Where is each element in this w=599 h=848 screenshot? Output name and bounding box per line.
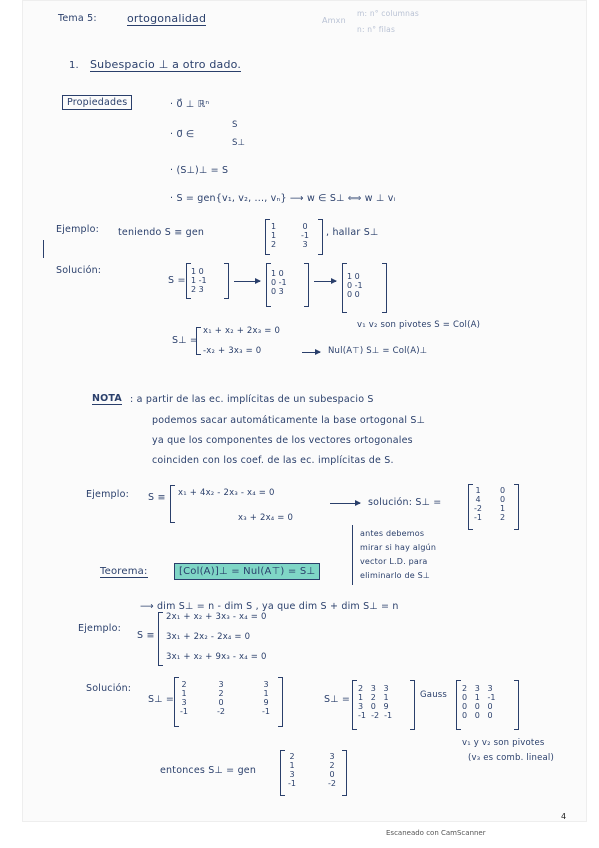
nota-line-4: coinciden con los coef. de las ec. implícitas de S. <box>152 455 394 466</box>
sol1-matrix-1: 1 0 1 -1 2 3 <box>191 267 207 294</box>
ejemplo2-label: Ejemplo: <box>86 489 130 500</box>
nota-line-1: : a partir de las ec. implícitas de un subespacio S <box>130 394 374 405</box>
page-number: 4 <box>561 812 567 821</box>
ejemplo2-vec2: 0 0 1 2 <box>500 486 506 522</box>
sol3-reduced-matrix: 2 3 3 0 1 -1 0 0 0 0 0 0 <box>462 684 496 720</box>
ejemplo2-vecs-bracket-r <box>514 484 519 530</box>
teorema-label: Teorema: <box>100 566 148 577</box>
entonces-vec2: 3 2 0 -2 <box>328 752 336 788</box>
sol3-vecs-bracket-r <box>278 677 283 727</box>
section-number: 1. <box>69 60 79 71</box>
teorema-dim: ⟶ dim S⊥ = n - dim S , ya que dim S + dim S⊥ = n <box>140 601 399 612</box>
ejemplo3-eq3: 3x₁ + x₂ + 9x₃ - x₄ = 0 <box>166 652 267 662</box>
ejemplo1-vec1: 1 1 2 <box>271 222 277 249</box>
sol3-red-bracket-r <box>514 680 519 730</box>
sol1-matrix-3: 1 0 0 -1 0 0 <box>347 272 363 299</box>
prop-item-4: · S = gen{v₁, v₂, ..., vₙ} ⟶ w ∈ S⊥ ⟺ w ⊥ vᵢ <box>170 193 396 204</box>
ejemplo1-vec1-bracket <box>265 219 270 255</box>
entonces-bracket-r <box>342 750 347 796</box>
ejemplo1-vec2-bracket <box>318 219 323 255</box>
ejemplo1-vec2: 0 -1 3 <box>301 222 309 249</box>
ejemplo1-label: Ejemplo: <box>56 224 100 235</box>
sol3-gauss: Gauss <box>420 690 448 700</box>
prop-brace-top: S <box>232 120 238 130</box>
sol3-pivots: v₁ y v₂ son pivotes <box>462 738 545 748</box>
sol3-matrix: 2 3 3 1 2 1 3 0 9 -1 -2 -1 <box>358 684 393 720</box>
ejemplo2-solucion: solución: S⊥ = <box>368 497 442 508</box>
ejemplo3-eq2: 3x₁ + 2x₂ - 2x₄ = 0 <box>166 632 251 642</box>
tema-label: Tema 5: <box>58 13 97 24</box>
page-title: ortogonalidad <box>127 12 207 25</box>
sol1-m3-bracket-r <box>382 263 387 313</box>
scanner-footer: Escaneado con CamScanner <box>386 829 486 837</box>
sol1-eq2: -x₂ + 3x₃ = 0 <box>203 346 262 356</box>
sol1-pivots-note: v₁ v₂ son pivotes S = Col(A) <box>357 320 481 330</box>
sol1-system-brace <box>196 327 201 355</box>
sol1-arrow-2 <box>314 281 336 282</box>
prop-item-1: · 0⃗ ⊥ ℝⁿ <box>170 99 210 110</box>
nota-line-3: ya que los componentes de los vectores ortogonales <box>152 435 413 446</box>
ejemplo3-s-eq: S ≡ <box>137 630 155 641</box>
sol3-mat-bracket-r <box>410 680 415 730</box>
ejemplo3-label: Ejemplo: <box>78 623 122 634</box>
ejemplo2-system-brace <box>170 485 175 523</box>
sol1-eq1: x₁ + x₂ + 2x₃ = 0 <box>203 326 281 336</box>
sol3-vec3: 3 1 9 -1 <box>262 680 270 716</box>
ejemplo2-s-eq: S ≡ <box>148 492 166 503</box>
sol3-vec1: 2 1 3 -1 <box>180 680 188 716</box>
sol1-arrow-1 <box>234 281 260 282</box>
ejemplo2-arrow <box>330 503 360 504</box>
entonces-text: entonces S⊥ = gen <box>160 765 257 776</box>
sol1-arrow-3 <box>302 352 320 353</box>
sol1-matrix-2: 1 0 0 -1 0 3 <box>271 269 287 296</box>
entonces-vec1: 2 1 3 -1 <box>288 752 296 788</box>
ejemplo3-system-brace <box>158 612 163 666</box>
ejemplo1-arrow-stem <box>43 240 44 258</box>
solucion3-s-label: S⊥ = <box>324 694 351 705</box>
ejemplo2-vecs-bracket-l <box>468 484 473 530</box>
solucion3-sperp: S⊥ = <box>148 694 175 705</box>
ejemplo2-eq1: x₁ + 4x₂ - 2x₃ - x₄ = 0 <box>178 488 275 498</box>
ejemplo1-text: teniendo S ≡ gen <box>118 227 205 238</box>
ejemplo3-eq1: 2x₁ + x₂ + 3x₃ - x₄ = 0 <box>166 612 267 622</box>
entonces-bracket-l <box>280 750 285 796</box>
ejemplo2-eq2: x₃ + 2x₄ = 0 <box>238 513 294 523</box>
ejemplo1-text-post: , hallar S⊥ <box>326 227 379 238</box>
sol3-vecs-bracket-l <box>174 677 179 727</box>
amn-prefix: Amxn <box>322 16 346 25</box>
teorema-formula: [Col(A)]⊥ = Nul(A⊤) = S⊥ <box>174 563 320 580</box>
sol3-pivots-2: (v₃ es comb. lineal) <box>468 753 554 763</box>
teorema-note-bar <box>352 525 353 585</box>
notebook-page <box>22 0 587 822</box>
sol3-mat-bracket-l <box>352 680 357 730</box>
amn-note-bottom: n: n° filas <box>357 25 396 34</box>
sol1-m1-bracket-r <box>224 263 229 299</box>
prop-item-2: · 0⃗ ∈ <box>170 129 195 140</box>
sol3-vec2: 3 2 0 -2 <box>217 680 225 716</box>
sol1-m2-bracket-r <box>304 263 309 307</box>
sol1-nul: Nul(A⊤) S⊥ = Col(A)⊥ <box>328 346 428 356</box>
prop-brace-bottom: S⊥ <box>232 138 246 148</box>
nota-label: NOTA <box>92 393 122 404</box>
propiedades-label: Propiedades <box>62 95 132 110</box>
teorema-note: antes debemos mirar si hay algún vector L.D. para eliminarlo de S⊥ <box>360 529 437 580</box>
amn-note-top: m: n° columnas <box>357 9 420 18</box>
section-title: Subespacio ⊥ a otro dado. <box>90 58 242 71</box>
sol3-red-bracket-l <box>456 680 461 730</box>
solucion1-label: Solución: <box>56 265 102 276</box>
prop-item-3: · (S⊥)⊥ = S <box>170 165 229 176</box>
solucion1-s-eq: S = <box>168 275 186 286</box>
nota-line-2: podemos sacar automáticamente la base ortogonal S⊥ <box>152 415 426 426</box>
ejemplo2-vec1: 1 4 -2 -1 <box>474 486 482 522</box>
solucion3-label: Solución: <box>86 683 132 694</box>
sol1-sperp: S⊥ = <box>172 335 199 346</box>
